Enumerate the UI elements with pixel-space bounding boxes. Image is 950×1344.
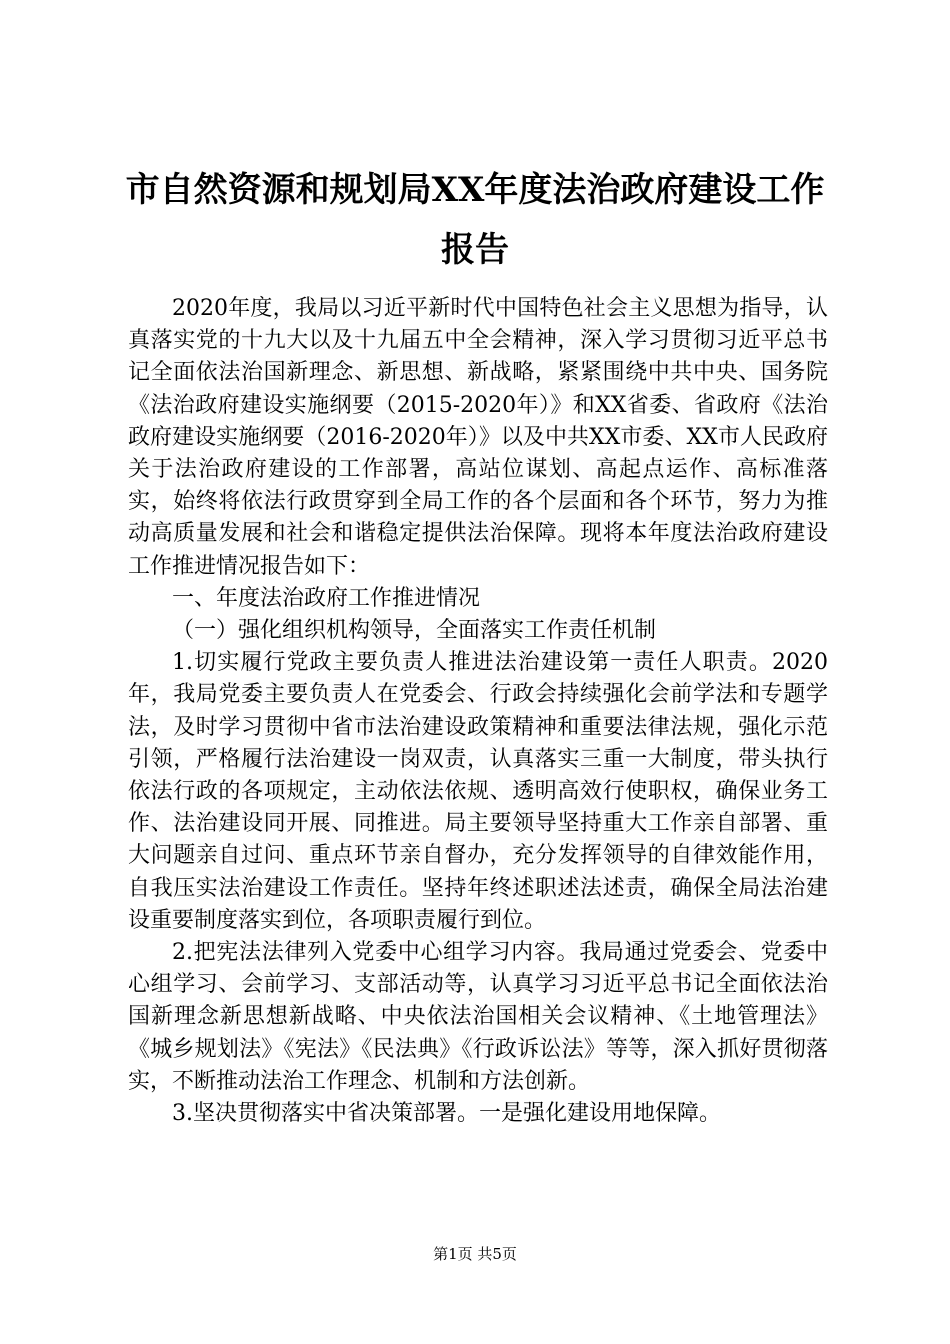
subsection-heading-1: （一）强化组织机构领导，全面落实工作责任机制 — [172, 618, 657, 644]
page-footer: 第1页 共5页 — [433, 1245, 517, 1263]
document-title: 市自然资源和规划局XX年度法治政府建设工作报告 — [125, 170, 825, 270]
section-heading-1: 一、年度法治政府工作推进情况 — [172, 585, 481, 611]
paragraph-item-3: 3.坚决贯彻落实中省决策部署。一是强化建设用地保障。 — [172, 1101, 721, 1127]
paragraph-item-1: 1.切实履行党政主要负责人推进法治建设第一责任人职责。2020年，我局党委主要负责人在党委会、行政会持续强化会前学法和专题学法，及时学习贯彻中省市法治建设政策精神和重要法律法规，强化示范引领，严格履行法治建设一岗双责，认真落实三重一大制度，带头执行依法行政的各项规定，主动依法依规、透明高效行使职权，确保业务工作、法治建设同开展、同推进。局主要领导坚持重大工作亲自部署、重大问题亲自过问、重点环节亲自督办，充分发挥领导的自律效能作用，自我压实法治建设工作责任。坚持年终述职述法述责，确保全局法治建设重要制度落实到位，各项职责履行到位。 — [128, 650, 828, 933]
paragraph-intro: 2020年度，我局以习近平新时代中国特色社会主义思想为指导，认真落实党的十九大以及十九届五中全会精神，深入学习贯彻习近平总书记全面依法治国新理念、新思想、新战略，紧紧围绕中共中央、国务院《法治政府建设实施纲要（2015-2020年）》和XX省委、省政府《法治政府建设实施纲要（2016-2020年）》以及中共XX市委、XX市人民政府关于法治政府建设的工作部署，高站位谋划、高起点运作、高标准落实，始终将依法行政贯穿到全局工作的各个层面和各个环节，努力为推动高质量发展和社会和谐稳定提供法治保障。现将本年度法治政府建设工作推进情况报告如下： — [128, 296, 828, 579]
paragraph-item-2: 2.把宪法法律列入党委中心组学习内容。我局通过党委会、党委中心组学习、会前学习、支部活动等，认真学习习近平总书记全面依法治国新理念新思想新战略、中央依法治国相关会议精神、《土地管理法》《城乡规划法》《宪法》《民法典》《行政诉讼法》等等，深入抓好贯彻落实，不断推动法治工作理念、机制和方法创新。 — [128, 940, 828, 1094]
document-body — [128, 293, 828, 1130]
